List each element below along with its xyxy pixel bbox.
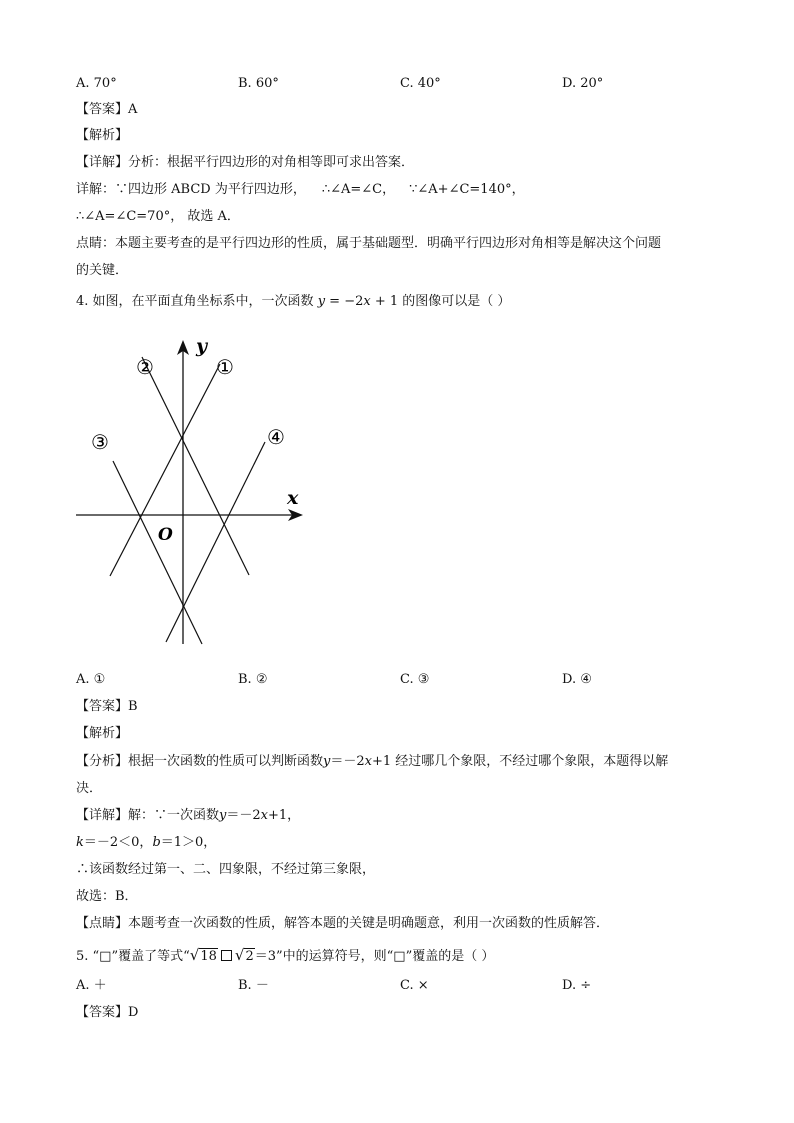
q3-solution-part-c: ∵∠A+∠C=140°， <box>409 182 525 197</box>
q4-analysis-line1 <box>76 752 668 772</box>
label-circled-1: ① <box>216 355 234 379</box>
q4-analysis-line2: 决． <box>76 781 103 796</box>
q4-answer: 【答案】B <box>76 699 138 714</box>
q4-stem-suffix: 的图像可以是（ ） <box>402 294 511 309</box>
q4-k-rest: ＝－2＜0， <box>83 835 153 850</box>
q4-detail-text-a: 【详解】解：∵一次函数 <box>76 808 220 823</box>
q3-analysis-label: 【解析】 <box>76 128 129 143</box>
q4-equation <box>318 294 398 309</box>
q5-option-c: C. × <box>400 978 429 993</box>
q4-detail-line <box>76 806 300 826</box>
q4-comment: 【点睛】本题考查一次函数的性质，解答本题的关键是明确题意，利用一次函数的性质解答． <box>76 916 610 931</box>
q4-conclusion: ∴该函数经过第一、二、四象限，不经过第三象限， <box>76 862 376 877</box>
q5-sqrt-18: √18 <box>189 946 217 964</box>
q4-analysis-text-b: ＝－2 <box>330 754 365 769</box>
q5-radicand-2: 2 <box>245 949 254 964</box>
q4-detail-x: x <box>260 808 268 823</box>
x-axis-label: x <box>287 487 299 509</box>
q5-stem <box>76 945 494 967</box>
q4-analysis-y: y <box>323 754 331 769</box>
q4-detail-text-c: +1， <box>268 808 301 823</box>
q4-eq-end: + 1 <box>370 294 399 309</box>
q3-solution-line1 <box>76 180 525 200</box>
label-circled-4: ④ <box>267 425 285 449</box>
q4-analysis-text-a: 【分析】根据一次函数的性质可以判断函数 <box>76 754 324 769</box>
q3-options <box>76 74 726 94</box>
q4-choice: 故选：B． <box>76 889 138 904</box>
q5-stem-text-b: ＝3”中的运算符号，则“□”覆盖的是（ ） <box>254 949 495 964</box>
q3-option-a: A. 70° <box>76 76 117 91</box>
q3-option-b: B. 60° <box>238 76 279 91</box>
q5-radicand-1: 18 <box>200 949 217 964</box>
q3-solution-part-b: ∴∠A=∠C， <box>321 182 396 197</box>
q5-option-a: A. ＋ <box>76 978 107 993</box>
q4-option-b: B. ② <box>238 672 268 687</box>
q5-option-d: D. ÷ <box>562 978 592 993</box>
q4-coordinate-figure <box>74 332 314 652</box>
q4-stem-prefix: 4. 如图，在平面直角坐标系中，一次函数 <box>76 294 314 309</box>
q4-analysis-text-c: +1 经过哪几个象限，不经过哪个象限，本题得以解 <box>372 754 669 769</box>
q4-analysis-label: 【解析】 <box>76 726 129 741</box>
q4-kb-line <box>76 833 216 853</box>
q4-stem <box>76 292 510 312</box>
q3-comment-line1: 点睛：本题主要考查的是平行四边形的性质，属于基础题型．明确平行四边形对角相等是解决这个问题 <box>76 236 662 251</box>
q4-option-a: A. ① <box>76 672 106 687</box>
q5-covered-box-icon <box>221 950 232 961</box>
q3-option-c: C. 40° <box>400 76 441 91</box>
q4-eq-mid: = −2 <box>325 294 364 309</box>
q5-options <box>76 976 726 996</box>
q4-eq-y: y <box>317 294 326 309</box>
line-3 <box>113 461 202 644</box>
q5-option-b: B. － <box>238 978 269 993</box>
q3-option-d: D. 20° <box>562 76 604 91</box>
q5-sqrt-2: √2 <box>234 946 254 964</box>
q4-option-c: C. ③ <box>400 672 430 687</box>
q4-b-var: b <box>152 835 161 850</box>
origin-label: O <box>158 525 173 545</box>
y-axis-label: y <box>196 335 208 357</box>
label-circled-3: ③ <box>91 430 109 454</box>
label-circled-2: ② <box>136 355 154 379</box>
q4-detail-y: y <box>219 808 227 823</box>
q3-solution-part-a: 详解：∵四边形 ABCD 为平行四边形， <box>76 182 306 197</box>
q3-detail: 【详解】分析：根据平行四边形的对角相等即可求出答案． <box>76 155 415 170</box>
q4-k-var: k <box>76 835 84 850</box>
q3-solution-line2: ∴∠A=∠C=70°， 故选 A． <box>76 209 240 224</box>
q4-eq-x: x <box>363 294 371 309</box>
q5-stem-text-a: 5. “□”覆盖了等式“ <box>76 949 190 964</box>
q4-detail-text-b: ＝－2 <box>226 808 261 823</box>
q3-comment-line2: 的关键． <box>76 263 129 278</box>
q3-answer: 【答案】A <box>76 102 138 117</box>
q5-answer: 【答案】D <box>76 1005 139 1020</box>
q4-options <box>76 670 726 690</box>
q4-b-rest: ＝1＞0， <box>160 835 217 850</box>
q4-option-d: D. ④ <box>562 672 592 687</box>
q4-analysis-x: x <box>364 754 372 769</box>
line-4 <box>166 442 265 642</box>
